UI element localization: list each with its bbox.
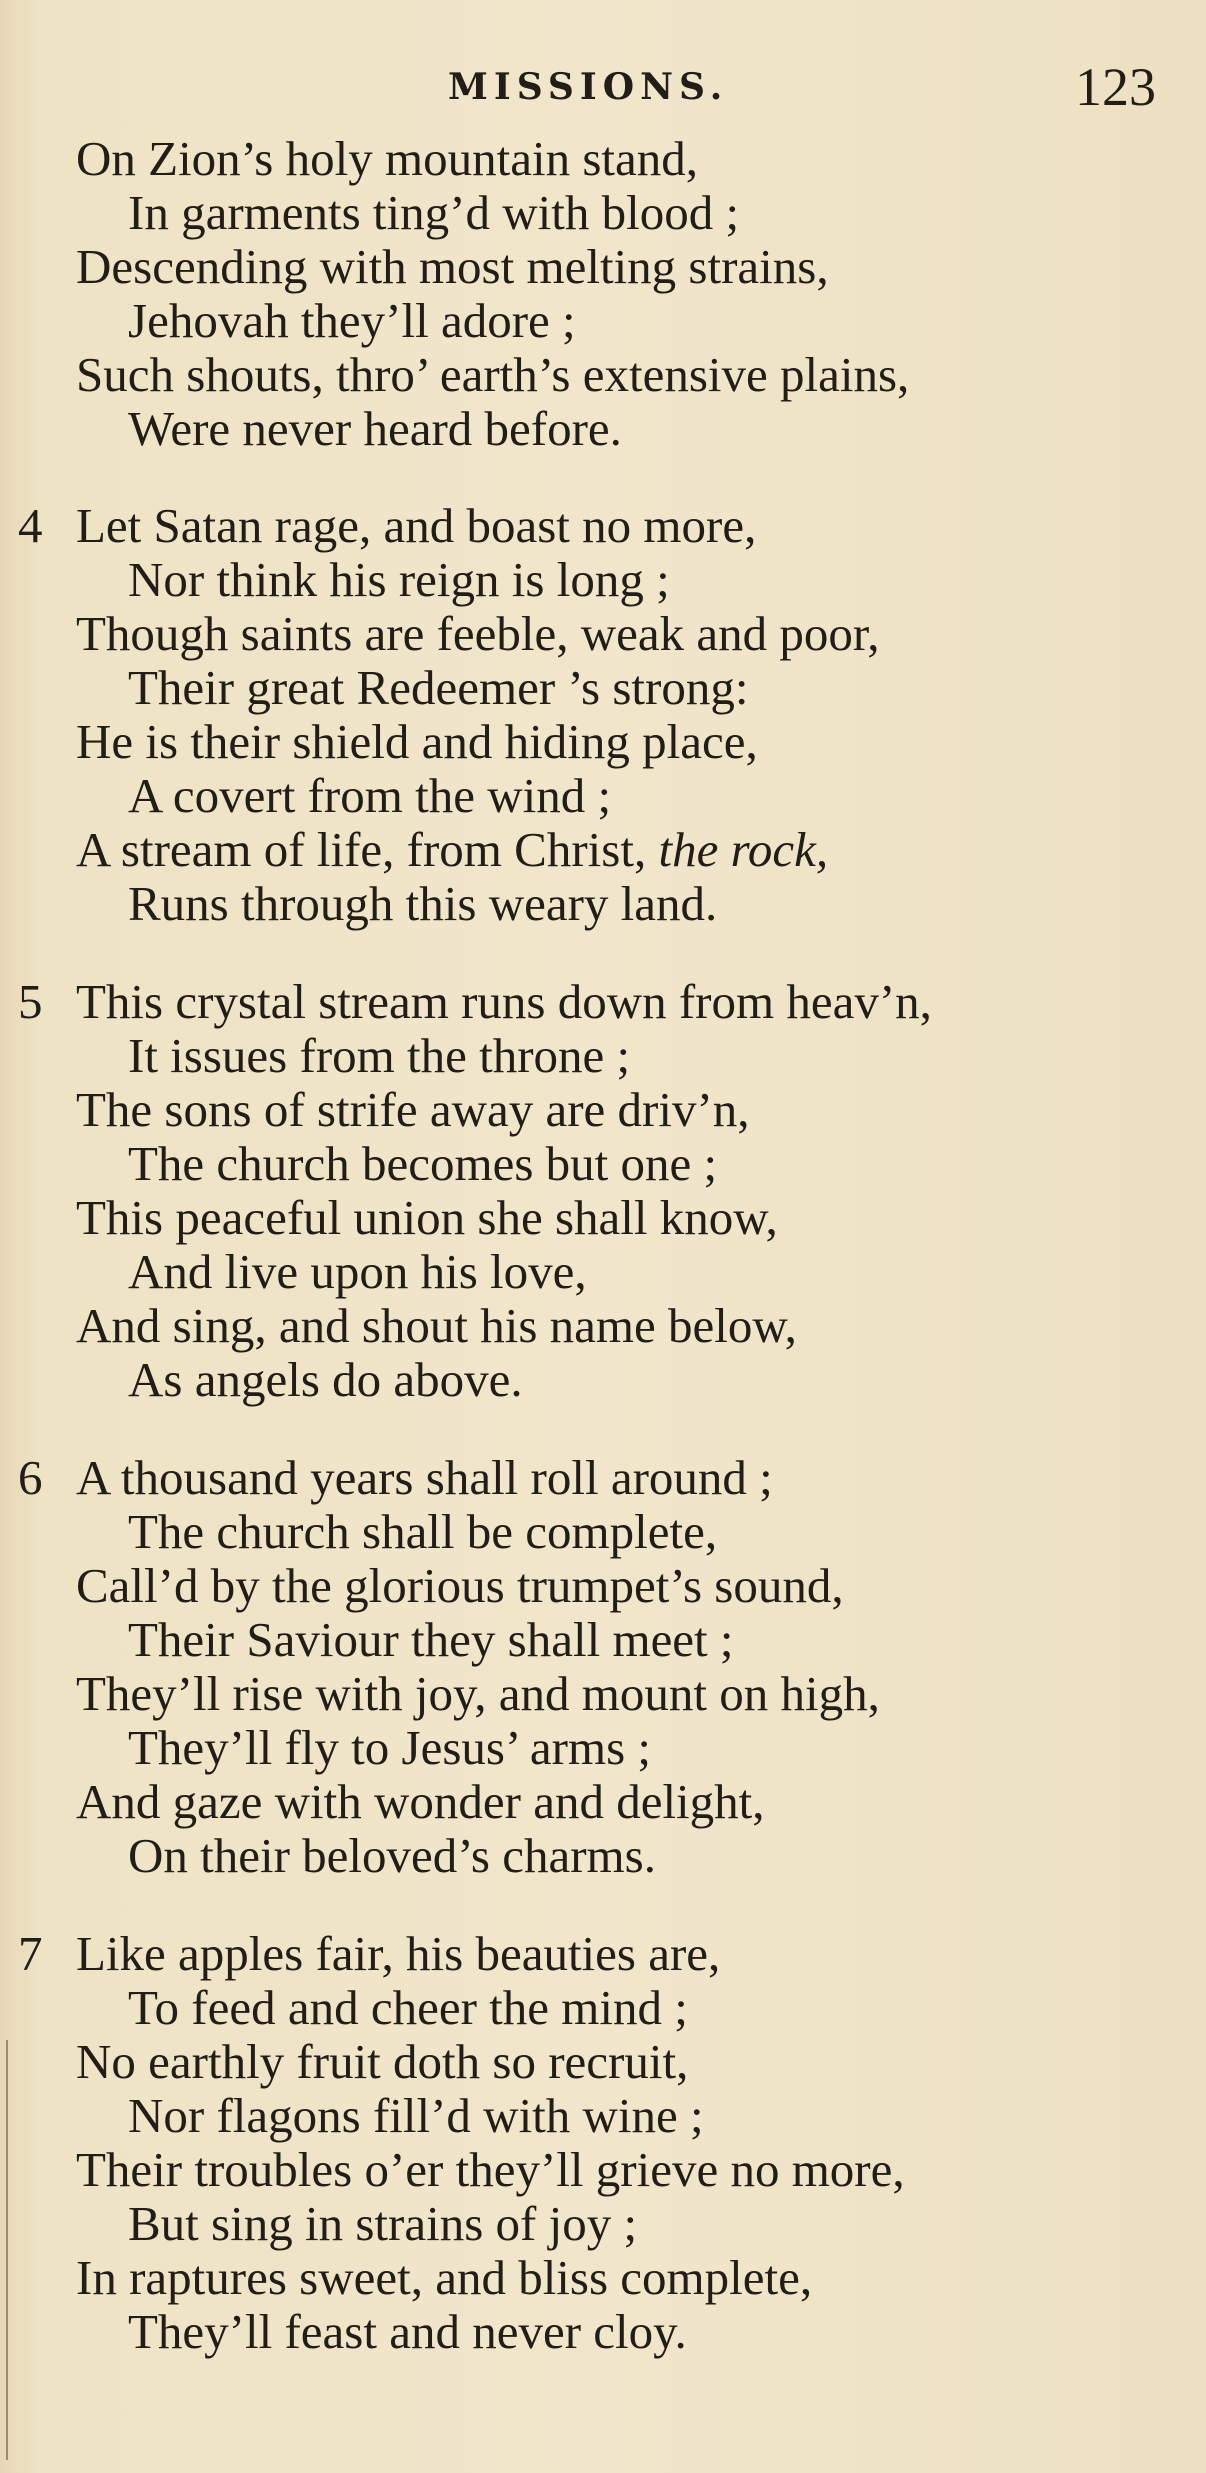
running-head: MISSIONS. bbox=[448, 66, 729, 108]
verse-line: Nor flagons fill’d with wine ; bbox=[128, 2088, 704, 2143]
verse-line: They’ll feast and never cloy. bbox=[128, 2304, 687, 2359]
verse-line: Descending with most melting strains, bbox=[76, 239, 829, 294]
verse-line: Though saints are feeble, weak and poor, bbox=[76, 606, 880, 661]
verse-line: It issues from the throne ; bbox=[128, 1028, 631, 1083]
verse-line: Their troubles o’er they’ll grieve no more, bbox=[76, 2142, 905, 2197]
verse-line: Call’d by the glorious trumpet’s sound, bbox=[76, 1558, 844, 1613]
verse-line: On Zion’s holy mountain stand, bbox=[76, 131, 698, 186]
page-header bbox=[0, 52, 1206, 122]
verse-line: The church becomes but one ; bbox=[128, 1136, 718, 1191]
stanza-3-continued bbox=[0, 132, 1206, 456]
verse-line: Nor think his reign is long ; bbox=[128, 552, 670, 607]
verse-line: Were never heard before. bbox=[128, 401, 622, 456]
verse-line bbox=[0, 823, 1206, 877]
verse-line: To feed and cheer the mind ; bbox=[128, 1980, 688, 2035]
verse-line: Like apples fair, his beauties are, bbox=[76, 1926, 721, 1981]
verse-line: They’ll rise with joy, and mount on high, bbox=[76, 1666, 880, 1721]
verse-line: No earthly fruit doth so recruit, bbox=[76, 2034, 689, 2089]
verse-line: This crystal stream runs down from heav’n, bbox=[76, 974, 932, 1029]
verse-line: Their great Redeemer ’s strong: bbox=[128, 660, 749, 715]
verse-line-text: A stream of life, from Christ, bbox=[76, 822, 647, 877]
stanza-6 bbox=[0, 1451, 1206, 1883]
stanza-number: 7 bbox=[18, 1926, 43, 1981]
verse-line: But sing in strains of joy ; bbox=[128, 2196, 638, 2251]
verse-line: In raptures sweet, and bliss complete, bbox=[76, 2250, 813, 2305]
verse-line: Runs through this weary land. bbox=[128, 876, 718, 931]
verse-line: Let Satan rage, and boast no more, bbox=[76, 498, 757, 553]
page-number: 123 bbox=[1075, 57, 1156, 117]
stanza-number: 4 bbox=[18, 498, 43, 553]
verse-line: And sing, and shout his name below, bbox=[76, 1298, 797, 1353]
verse-line: As angels do above. bbox=[128, 1352, 523, 1407]
stanza-number: 5 bbox=[18, 974, 43, 1029]
verse-line: The church shall be complete, bbox=[128, 1504, 718, 1559]
verse-line: In garments ting’d with blood ; bbox=[128, 185, 740, 240]
stanza-5 bbox=[0, 975, 1206, 1407]
verse-line: A covert from the wind ; bbox=[128, 768, 612, 823]
verse-line: They’ll fly to Jesus’ arms ; bbox=[128, 1720, 652, 1775]
page-edge-mark bbox=[6, 2040, 8, 2460]
verse-line: And gaze with wonder and delight, bbox=[76, 1774, 765, 1829]
stanza-4 bbox=[0, 499, 1206, 931]
verse-line: He is their shield and hiding place, bbox=[76, 714, 758, 769]
verse-line: Such shouts, thro’ earth’s extensive plains, bbox=[76, 347, 910, 402]
verse-line: On their beloved’s charms. bbox=[128, 1828, 656, 1883]
verse-line: And live upon his love, bbox=[128, 1244, 587, 1299]
verse-line: Their Saviour they shall meet ; bbox=[128, 1612, 734, 1667]
verse-line: The sons of strife away are driv’n, bbox=[76, 1082, 750, 1137]
hymn-text bbox=[0, 132, 1206, 2359]
italic-phrase: the rock, bbox=[658, 822, 829, 877]
verse-line: Jehovah they’ll adore ; bbox=[128, 293, 576, 348]
verse-line: A thousand years shall roll around ; bbox=[76, 1450, 773, 1505]
stanza-7 bbox=[0, 1927, 1206, 2359]
stanza-number: 6 bbox=[18, 1450, 43, 1505]
verse-line: This peaceful union she shall know, bbox=[76, 1190, 778, 1245]
